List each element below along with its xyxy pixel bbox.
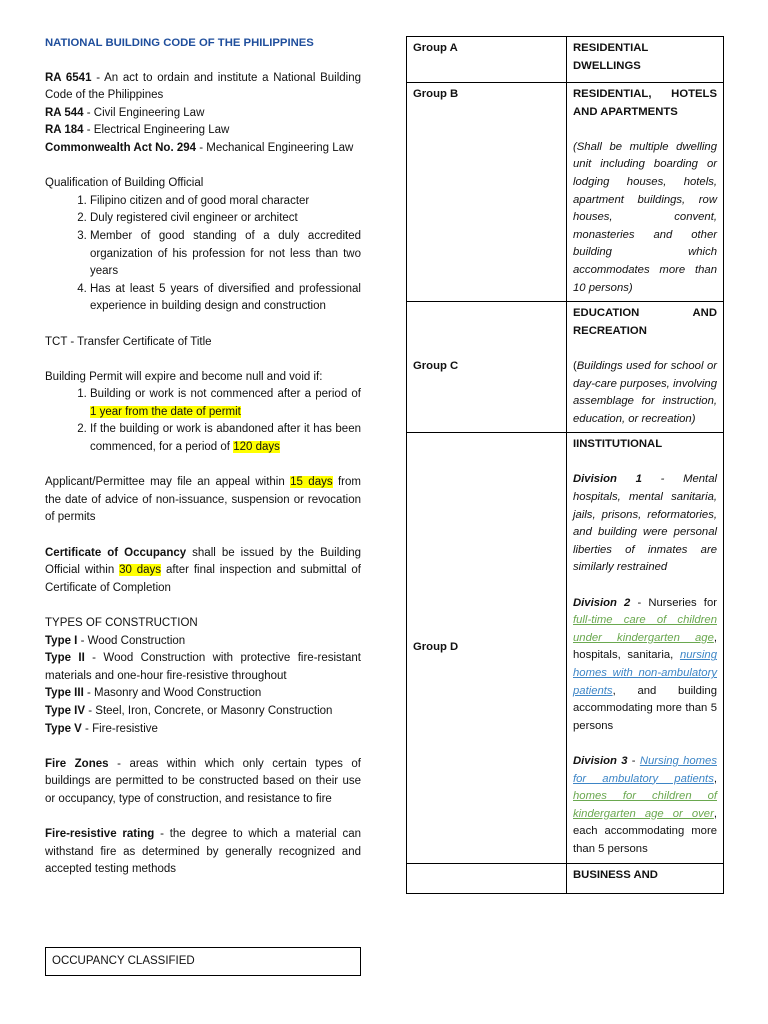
division-text: , each accommodating more than 5 persons [573, 807, 717, 855]
law-ra6541 [45, 70, 361, 105]
tct-text: TCT - Transfer Certificate of Title [45, 335, 212, 348]
division-label: Division 2 [573, 596, 631, 609]
permit-text: Building or work is not commenced after a period of [90, 388, 361, 401]
list-item: 4. Has at least 5 years of diversified and professional experience in building design and construction [90, 281, 361, 316]
construction-type [45, 685, 361, 703]
group-content [567, 433, 724, 863]
list-item: 2. Duly registered civil engineer or architect [90, 210, 361, 228]
occupancy-classified-box: OCCUPANCY CLASSIFIED [45, 947, 361, 976]
type-label: Type I [45, 634, 78, 647]
list-item [90, 421, 361, 456]
note-paren: ( [573, 359, 577, 372]
law-code: RA 544 [45, 106, 84, 119]
table-row [407, 302, 724, 433]
group-title: BUSINESS AND [573, 868, 658, 881]
type-desc: - Steel, Iron, Concrete, or Masonry Construction [85, 704, 333, 717]
law-code: RA 184 [45, 124, 84, 137]
fire-rating-paragraph [45, 826, 361, 879]
law-desc: - An act to ordain and institute a National Building Code of the Philippines [45, 71, 362, 102]
division-text: , [713, 772, 717, 785]
law-code: Commonwealth Act No. 294 [45, 141, 197, 154]
group-label [407, 863, 567, 893]
group-title: RESIDENTIAL, HOTELS AND APARTMENTS [573, 88, 717, 118]
group-label: Group A [407, 37, 567, 83]
appeal-paragraph [45, 474, 361, 527]
fire-zones-paragraph [45, 756, 361, 809]
type-desc: - Wood Construction with protective fire-resistant materials and one-hour fire-resistive throughout [45, 652, 361, 682]
permit-heading: Building Permit will expire and become null and void if: [45, 370, 323, 383]
law-ra544 [45, 105, 361, 123]
law-code: RA 6541 [45, 71, 92, 84]
type-desc: - Wood Construction [77, 634, 186, 647]
division-text: , and building accommodating more than 5 persons [573, 684, 717, 732]
appeal-text: Applicant/Permittee may file an appeal within [45, 476, 291, 489]
group-title: EDUCATION AND RECREATION [573, 307, 717, 337]
cert-text: shall be issued by the Building Official within [45, 546, 362, 577]
group-note [573, 358, 717, 428]
link[interactable]: Nursing homes for ambulatory patients [573, 754, 717, 785]
law-ca294 [45, 140, 361, 158]
list-item [90, 386, 361, 421]
group-label: Group C [407, 302, 567, 433]
qualification-heading: Qualification of Building Official [45, 177, 204, 190]
definition: - areas within which only certain types of buildings are permitted to be constructed based on their use or occupancy, type of construction, and resistance to fire [45, 757, 361, 805]
left-column [45, 35, 361, 879]
division-1 [573, 471, 717, 577]
construction-heading: TYPES OF CONSTRUCTION [45, 617, 198, 629]
type-label: Type II [45, 652, 85, 665]
construction-type [45, 650, 361, 685]
qualification-list [45, 193, 361, 316]
table-row [407, 37, 724, 83]
group-title: IINSTITUTIONAL [573, 438, 663, 451]
term: Fire Zones [45, 757, 109, 770]
link[interactable]: homes for children of kindergarten age or over [573, 790, 717, 820]
group-label: Group D [407, 433, 567, 863]
group-content [567, 302, 724, 433]
construction-type [45, 703, 361, 721]
table-row [407, 433, 724, 863]
division-label: Division 3 [573, 754, 628, 767]
table-row [407, 863, 724, 893]
group-note: (Shall be multiple dwelling unit including boarding or lodging houses, hotels, apartment buildings, row houses, convent, monasteries and other building which accommodates more than 10 persons) [573, 140, 717, 294]
group-content [567, 37, 724, 83]
type-label: Type V [45, 722, 82, 735]
type-desc: - Masonry and Wood Construction [83, 687, 262, 700]
page-title: NATIONAL BUILDING CODE OF THE PHILIPPINES [45, 37, 314, 49]
permit-list [45, 386, 361, 456]
type-desc: - Fire-resistive [81, 722, 158, 735]
cert-text: after final inspection and submittal of Certificate of Completion [45, 564, 362, 594]
division-text: - Nurseries for [630, 596, 717, 609]
law-desc: - Electrical Engineering Law [83, 124, 230, 137]
type-label: Type IV [45, 704, 86, 717]
highlight: 30 days [119, 564, 162, 577]
term: Certificate of Occupancy [45, 546, 187, 559]
division-text: , hospitals, sanitaria, [573, 631, 717, 662]
occupancy-certificate-paragraph [45, 545, 361, 598]
link[interactable]: nursing homes with non-ambulatory patients [573, 649, 717, 697]
term: Fire-resistive rating [45, 828, 155, 841]
permit-text: If the building or work is abandoned after it has been commenced, for a period of [90, 423, 361, 454]
division-3 [573, 753, 717, 859]
group-title: RESIDENTIAL DWELLINGS [573, 42, 649, 72]
occupancy-table [406, 36, 724, 894]
list-item: 3. Member of good standing of a duly accredited organization of his profession for not less than two years [90, 228, 361, 281]
appeal-text: from the date of advice of non-issuance, suspension or revocation of permits [45, 476, 361, 524]
definition: - the degree to which a material can withstand fire as determined by generally recognized and accepted testing methods [45, 828, 361, 876]
list-item: 1. Filipino citizen and of good moral character [90, 193, 361, 211]
construction-type [45, 721, 361, 739]
law-ra184 [45, 122, 361, 140]
construction-type [45, 633, 361, 651]
group-content [567, 83, 724, 302]
note-text: Buildings used for school or day-care purposes, involving assemblage for instruction, education, or recreation) [573, 359, 717, 425]
highlight: 120 days [233, 441, 280, 454]
group-label: Group B [407, 83, 567, 302]
law-desc: - Civil Engineering Law [83, 106, 205, 119]
division-text: - [627, 754, 640, 767]
division-text: - Mental hospitals, mental sanitaria, jails, prisons, reformatories, and building were personal liberties of inmates are similarly restrained [573, 473, 717, 574]
highlight: 1 year from the date of permit [90, 405, 241, 418]
highlight: 15 days [290, 476, 333, 489]
division-2 [573, 595, 717, 736]
table-row [407, 83, 724, 302]
division-label: Division 1 [573, 473, 642, 486]
link[interactable]: full-time care of children under kindergarten age [573, 614, 717, 644]
type-label: Type III [45, 687, 84, 700]
group-content [567, 863, 724, 893]
law-desc: - Mechanical Engineering Law [196, 141, 354, 154]
